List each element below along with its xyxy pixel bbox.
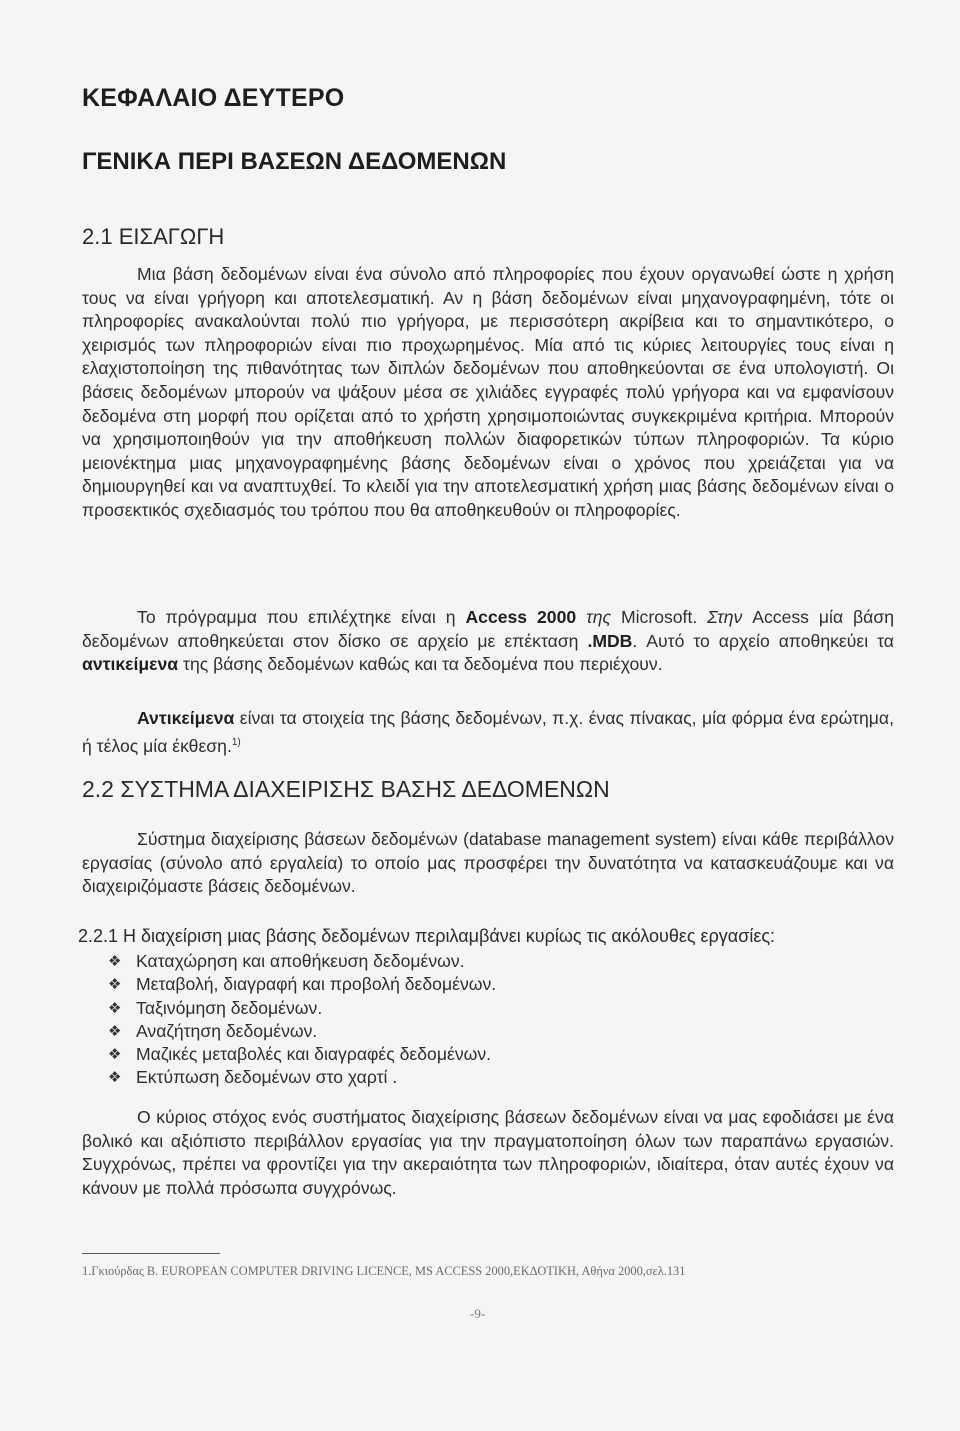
diamond-bullet-icon: ❖	[108, 1022, 122, 1040]
list-item	[108, 973, 496, 996]
objects-bold: αντικείμενα	[82, 654, 179, 675]
footnote-divider	[82, 1253, 220, 1254]
text-run: Access μία βάση δεδομένων αποθηκεύεται στον δίσκο σε αρχείο με επέκταση	[82, 607, 894, 651]
diamond-bullet-icon: ❖	[108, 1069, 122, 1087]
objects-term-bold: Αντικείμενα	[137, 708, 235, 728]
list-item	[108, 997, 496, 1020]
section-heading-introduction: 2.1 ΕΙΣΑΓΩΓΗ	[82, 224, 225, 249]
objects-paragraph	[82, 707, 894, 758]
text-run: της βάσης δεδομένων καθώς και τα δεδομένα που περιέχουν.	[178, 654, 663, 675]
diamond-bullet-icon: ❖	[108, 953, 122, 970]
text-run: Το πρόγραμμα που επιλέχτηκε είναι η	[137, 607, 466, 627]
list-item-text: Μεταβολή, διαγραφή και προβολή δεδομένων.	[136, 974, 497, 995]
list-item	[108, 1066, 496, 1089]
list-item-text: Εκτύπωση δεδομένων στο χαρτί .	[136, 1067, 398, 1088]
diamond-bullet-icon: ❖	[108, 976, 122, 994]
list-item-text: Μαζικές μεταβολές και διαγραφές δεδομένων.	[136, 1044, 492, 1065]
page-number: -9-	[470, 1306, 486, 1321]
access-paragraph	[82, 606, 894, 677]
task-list	[108, 950, 496, 1090]
list-item-text: Αναζήτηση δεδομένων.	[136, 1020, 318, 1041]
text-run: της	[576, 607, 612, 627]
subsection-heading: 2.2.1 Η διαχείριση μιας βάσης δεδομένων περιλαμβάνει κυρίως τις ακόλουθες εργασίες:	[78, 926, 776, 946]
text-run: Microsoft.	[611, 607, 708, 627]
list-item-text: Καταχώρηση και αποθήκευση δεδομένων.	[136, 951, 465, 971]
list-item	[108, 1043, 496, 1066]
diamond-bullet-icon: ❖	[108, 1046, 122, 1064]
list-item	[108, 950, 496, 973]
footnote: 1.Γκιούρδας Β. EUROPEAN COMPUTER DRIVING LICENCE, MS ACCESS 2000,ΕΚΔΟΤΙΚΗ, Αθήνα 2000,σελ.131	[82, 1264, 686, 1278]
text-run: είναι τα στοιχεία της βάσης δεδομένων, π.χ. ένας πίνακας, μία φόρμα ένα ερώτημα, ή τέλος μία έκθεση.	[82, 708, 894, 756]
text-run: . Αυτό το αρχείο αποθηκεύει τα	[632, 630, 894, 651]
chapter-title: ΚΕΦΑΛΑΙΟ ΔΕΥΤΕΡΟ	[82, 84, 345, 112]
intro-paragraph: Μια βάση δεδομένων είναι ένα σύνολο από πληροφορίες που έχουν οργανωθεί ώστε η χρήση τους να είναι γρήγορη και αποτελεσματική. Αν η βάση δεδομένων είναι μηχανογραφημένη, τότε οι πληροφορίες ανακαλούνται πολύ πιο γρήγορα, με περισσότερη ακρίβεια και το σημαντικότερο, ο χειρισμός των πληροφοριών είναι πιο προχωρημένος. Μία από τις κύριες λειτουργίες τους είναι η ελαχιστοποίηση της πιθανότητας των διπλών δεδομένων που αποθηκεύονται σε ένα υπολογιστή. Οι βάσεις δεδομένων μπορούν να ψάξουν μέσα σε χιλιάδες εγγραφές πολύ γρήγορα και να εμφανίσουν δεδομένα στη μορφή που ορίζεται από το χρήστη χρησιμοποιώντας συγκεκριμένα κριτήρια. Μπορούν να χρησιμοποιηθούν για την αποθήκευση πολλών διαφορετικών τύπων πληροφοριών. Τα κύριο μειονέκτημα μιας μηχανογραφημένης βάσης δεδομένων είναι ο χρόνος που χρειάζεται για να δημιουργηθεί και να αναπτυχθεί. Το κλειδί για την αποτελεσματική χρήση μιας βάσης δεδομένων είναι ο προσεκτικός σχεδιασμός του τρόπου που θα αποθηκευθούν οι πληροφορίες.	[82, 264, 894, 520]
footnote-ref: 1)	[231, 736, 241, 748]
text-run: Στην	[707, 607, 743, 627]
list-item	[108, 1020, 496, 1043]
section-heading-dbms: 2.2 ΣΥΣΤΗΜΑ ΔΙΑΧΕΙΡΙΣΗΣ ΒΑΣΗΣ ΔΕΔΟΜΕΝΩΝ	[82, 776, 610, 802]
closing-paragraph: Ο κύριος στόχος ενός συστήματος διαχείρισης βάσεων δεδομένων είναι να μας εφοδιάσει με ένα βολικό και αξιόπιστο περιβάλλον εργασίας για την πραγματοποίηση όλων των παραπάνω εργασιών. Συγχρόνως, πρέπει να φροντίζει για την ακεραιότητα των πληροφοριών, ιδιαίτερα, όταν αυτές έχουν να κάνουν με πολλά πρόσωπα συγχρόνως.	[82, 1107, 894, 1198]
chapter-subtitle: ΓΕΝΙΚΑ ΠΕΡΙ ΒΑΣΕΩΝ ΔΕΔΟΜΕΝΩΝ	[82, 148, 507, 175]
dbms-definition-paragraph: Σύστημα διαχείρισης βάσεων δεδομένων (database management system) είναι κάθε περιβάλλον εργασίας (σύνολο από εργαλεία) το οποίο μας προσφέρει την δυνατότητα να κατασκευάζουμε και να διαχειριζόμαστε βάσεις δεδομένων.	[82, 829, 894, 897]
access-2000-bold: Access 2000	[465, 607, 577, 627]
diamond-bullet-icon: ❖	[108, 999, 122, 1017]
list-item-text: Ταξινόμηση δεδομένων.	[136, 997, 323, 1018]
mdb-extension-bold: .MDB	[587, 630, 633, 651]
